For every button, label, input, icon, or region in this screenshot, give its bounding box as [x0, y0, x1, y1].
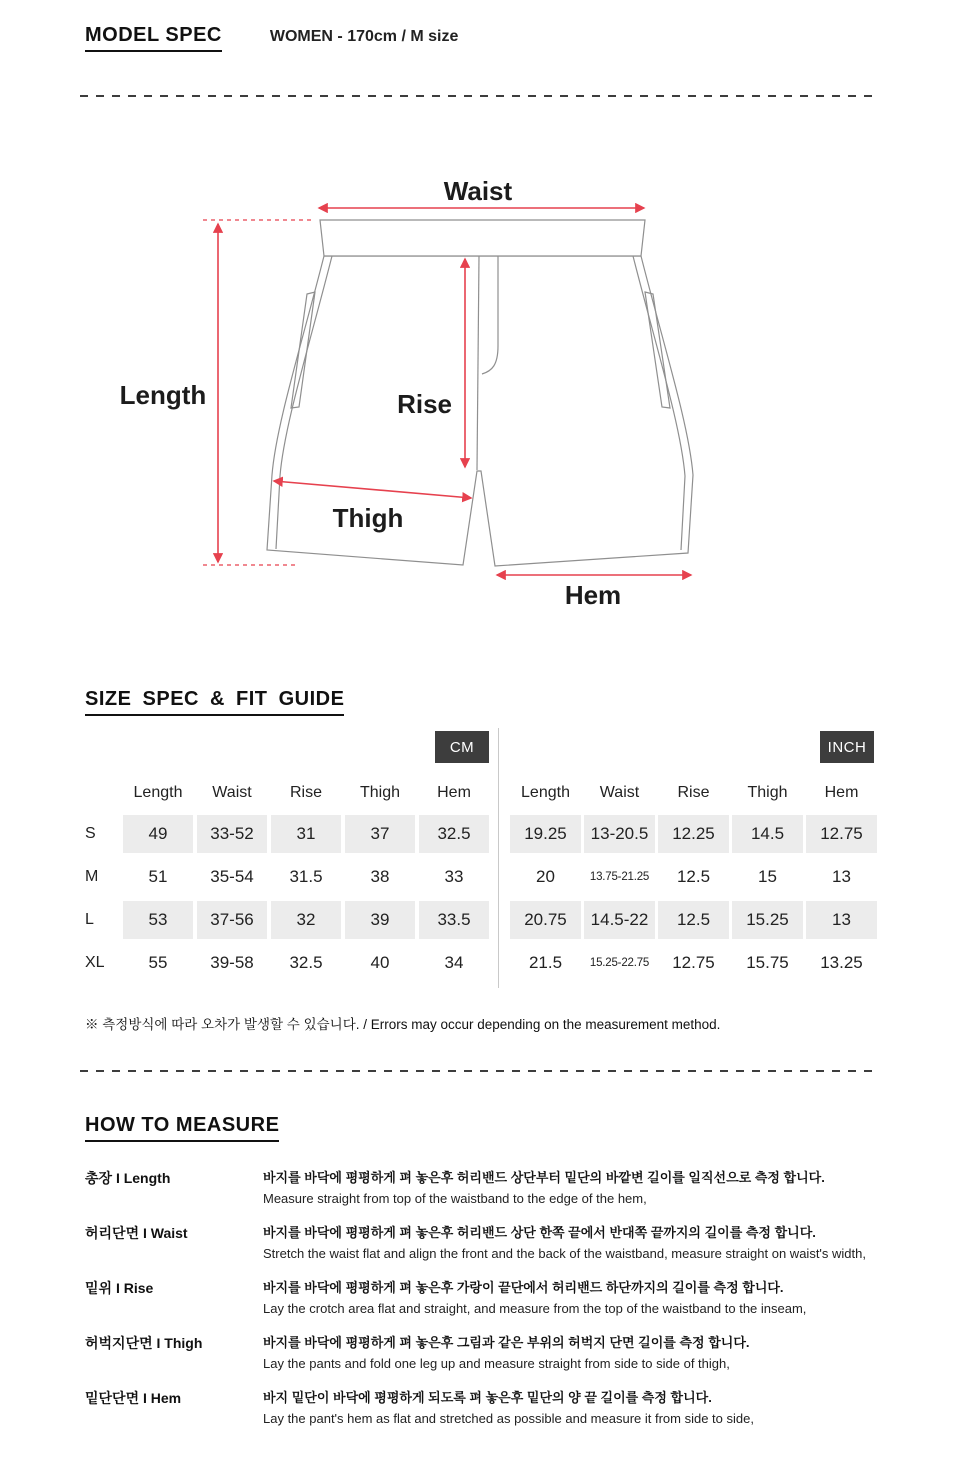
- cell: 51: [148, 867, 168, 886]
- size-spec-header: [85, 688, 344, 716]
- measure-desc-en: Lay the crotch area flat and straight, and measure from the top of the waistband to the inseam,: [263, 1301, 807, 1316]
- measure-item-rise: [85, 1277, 895, 1320]
- cm-size-table: [85, 780, 493, 987]
- cell: 13.25: [820, 953, 863, 972]
- cell: 32.5: [419, 815, 489, 853]
- table-row: [510, 901, 880, 939]
- measure-desc-kr: 바지를 바닥에 평평하게 펴 놓은후 허리밴드 상단부터 밑단의 바깥변 길이를 일직선으로 측정 합니다.: [263, 1170, 825, 1185]
- measure-term: 허리단면 I Waist: [85, 1225, 188, 1241]
- cell: 20.75: [510, 901, 581, 939]
- model-spec-title: MODEL SPEC: [85, 24, 222, 52]
- rise-label: Rise: [397, 389, 452, 419]
- table-row: [85, 944, 493, 982]
- cell: 19.25: [510, 815, 581, 853]
- cell: 15.25: [732, 901, 803, 939]
- cell: 49: [123, 815, 193, 853]
- column-header: Length: [133, 784, 183, 801]
- measure-desc-en: Stretch the waist flat and align the front and the back of the waistband, measure straight on waist's width,: [263, 1246, 866, 1261]
- cell: 33: [444, 867, 464, 886]
- shorts-measurement-diagram: [100, 163, 860, 628]
- column-header: Hem: [437, 784, 471, 801]
- cell: 12.5: [676, 867, 711, 886]
- measure-term: 밑단단면 I Hem: [85, 1390, 182, 1406]
- measure-desc-en: Measure straight from top of the waistband to the edge of the hem,: [263, 1191, 647, 1206]
- length-label: Length: [119, 380, 207, 410]
- cell: 35-54: [210, 867, 254, 886]
- measure-item-hem: [85, 1387, 895, 1430]
- measurement-note: ※ 측정방식에 따라 오차가 발생할 수 있습니다. / Errors may occur depending on the measurement method.: [85, 1017, 721, 1032]
- size-spec-title: SIZE SPEC & FIT GUIDE: [85, 688, 344, 716]
- column-header: Thigh: [359, 784, 401, 801]
- cell: 31.5: [289, 867, 323, 886]
- measure-term: 총장 I Length: [85, 1170, 171, 1186]
- inch-badge: INCH: [820, 731, 874, 763]
- size-row-label: XL: [85, 954, 105, 971]
- cell: 34: [444, 953, 464, 972]
- cell: 53: [123, 901, 193, 939]
- cell: 13.75-21.25: [589, 871, 650, 883]
- cell: 39-58: [210, 953, 254, 972]
- model-spec-header: [85, 24, 458, 52]
- cell: 37: [345, 815, 415, 853]
- measure-desc-kr: 바지 밑단이 바닥에 평평하게 되도록 펴 놓은후 밑단의 양 끝 길이를 측정 합니다.: [263, 1390, 712, 1405]
- measure-item-length: [85, 1167, 895, 1210]
- measure-term: 허벅지단면 I Thigh: [85, 1335, 203, 1351]
- cell: 14.5: [732, 815, 803, 853]
- measure-desc-en: Lay the pants and fold one leg up and measure straight from side to side of thigh,: [263, 1356, 730, 1371]
- divider-bottom: [80, 1070, 877, 1072]
- cell: 32: [271, 901, 341, 939]
- column-header: Rise: [677, 784, 710, 801]
- table-row: [85, 901, 493, 939]
- table-row: [510, 815, 880, 853]
- cell: 13: [806, 901, 877, 939]
- cell: 33.5: [419, 901, 489, 939]
- cell: 15: [758, 867, 777, 886]
- measure-item-thigh: [85, 1332, 895, 1375]
- cell: 31: [271, 815, 341, 853]
- measure-term: 밑위 I Rise: [85, 1280, 154, 1296]
- measure-desc-kr: 바지를 바닥에 평평하게 펴 놓은후 가랑이 끝단에서 허리밴드 하단까지의 길이를 측정 합니다.: [263, 1280, 784, 1295]
- cell: 38: [370, 867, 390, 886]
- cell: 40: [370, 953, 390, 972]
- cm-badge: CM: [435, 731, 489, 763]
- cell: 12.5: [658, 901, 729, 939]
- column-header: Waist: [212, 784, 252, 801]
- table-divider: [498, 728, 499, 988]
- cell: 20: [536, 867, 555, 886]
- cell: 13: [832, 867, 851, 886]
- cell: 12.75: [672, 953, 715, 972]
- model-spec-subtitle: WOMEN - 170cm / M size: [269, 28, 459, 45]
- cell: 15.25-22.75: [589, 957, 650, 969]
- table-row: [85, 815, 493, 853]
- column-header: Thigh: [747, 784, 788, 801]
- cell: 12.75: [806, 815, 877, 853]
- column-header: Hem: [824, 784, 859, 801]
- cell: 21.5: [528, 953, 563, 972]
- hem-label: Hem: [564, 580, 622, 610]
- measure-item-waist: [85, 1222, 895, 1265]
- cell: 15.75: [746, 953, 789, 972]
- size-row-label: M: [85, 868, 99, 885]
- table-row: [510, 944, 880, 982]
- cell: 14.5-22: [584, 901, 655, 939]
- cell: 12.25: [658, 815, 729, 853]
- measure-desc-kr: 바지를 바닥에 평평하게 펴 놓은후 허리밴드 상단 한쪽 끝에서 반대쪽 끝까지의 길이를 측정 합니다.: [263, 1225, 816, 1240]
- size-row-label: S: [85, 825, 96, 842]
- cell: 55: [148, 953, 168, 972]
- divider-top: [80, 95, 877, 97]
- size-row-label: L: [85, 911, 94, 928]
- thigh-label: Thigh: [332, 503, 404, 533]
- how-to-measure-title: HOW TO MEASURE: [85, 1114, 279, 1142]
- column-header: Rise: [289, 784, 322, 801]
- waist-label: Waist: [443, 176, 513, 206]
- inch-table-header: [510, 780, 880, 806]
- cm-table-header: [85, 780, 493, 806]
- inch-size-table: [510, 780, 880, 987]
- cell: 32.5: [289, 953, 323, 972]
- cell: 37-56: [197, 901, 267, 939]
- shorts-outline: [267, 220, 693, 566]
- cell: 13-20.5: [584, 815, 655, 853]
- measure-desc-kr: 바지를 바닥에 평평하게 펴 놓은후 그림과 같은 부위의 허벅지 단면 길이를 측정 합니다.: [263, 1335, 750, 1350]
- column-header: Waist: [599, 784, 640, 801]
- measure-list: [85, 1167, 895, 1442]
- cell: 39: [345, 901, 415, 939]
- measure-desc-en: Lay the pant's hem as flat and stretched as possible and measure it from side to side,: [263, 1411, 754, 1426]
- table-row: [85, 858, 493, 896]
- cell: 33-52: [197, 815, 267, 853]
- how-to-measure-header: [85, 1114, 279, 1142]
- table-row: [510, 858, 880, 896]
- column-header: Length: [521, 784, 570, 801]
